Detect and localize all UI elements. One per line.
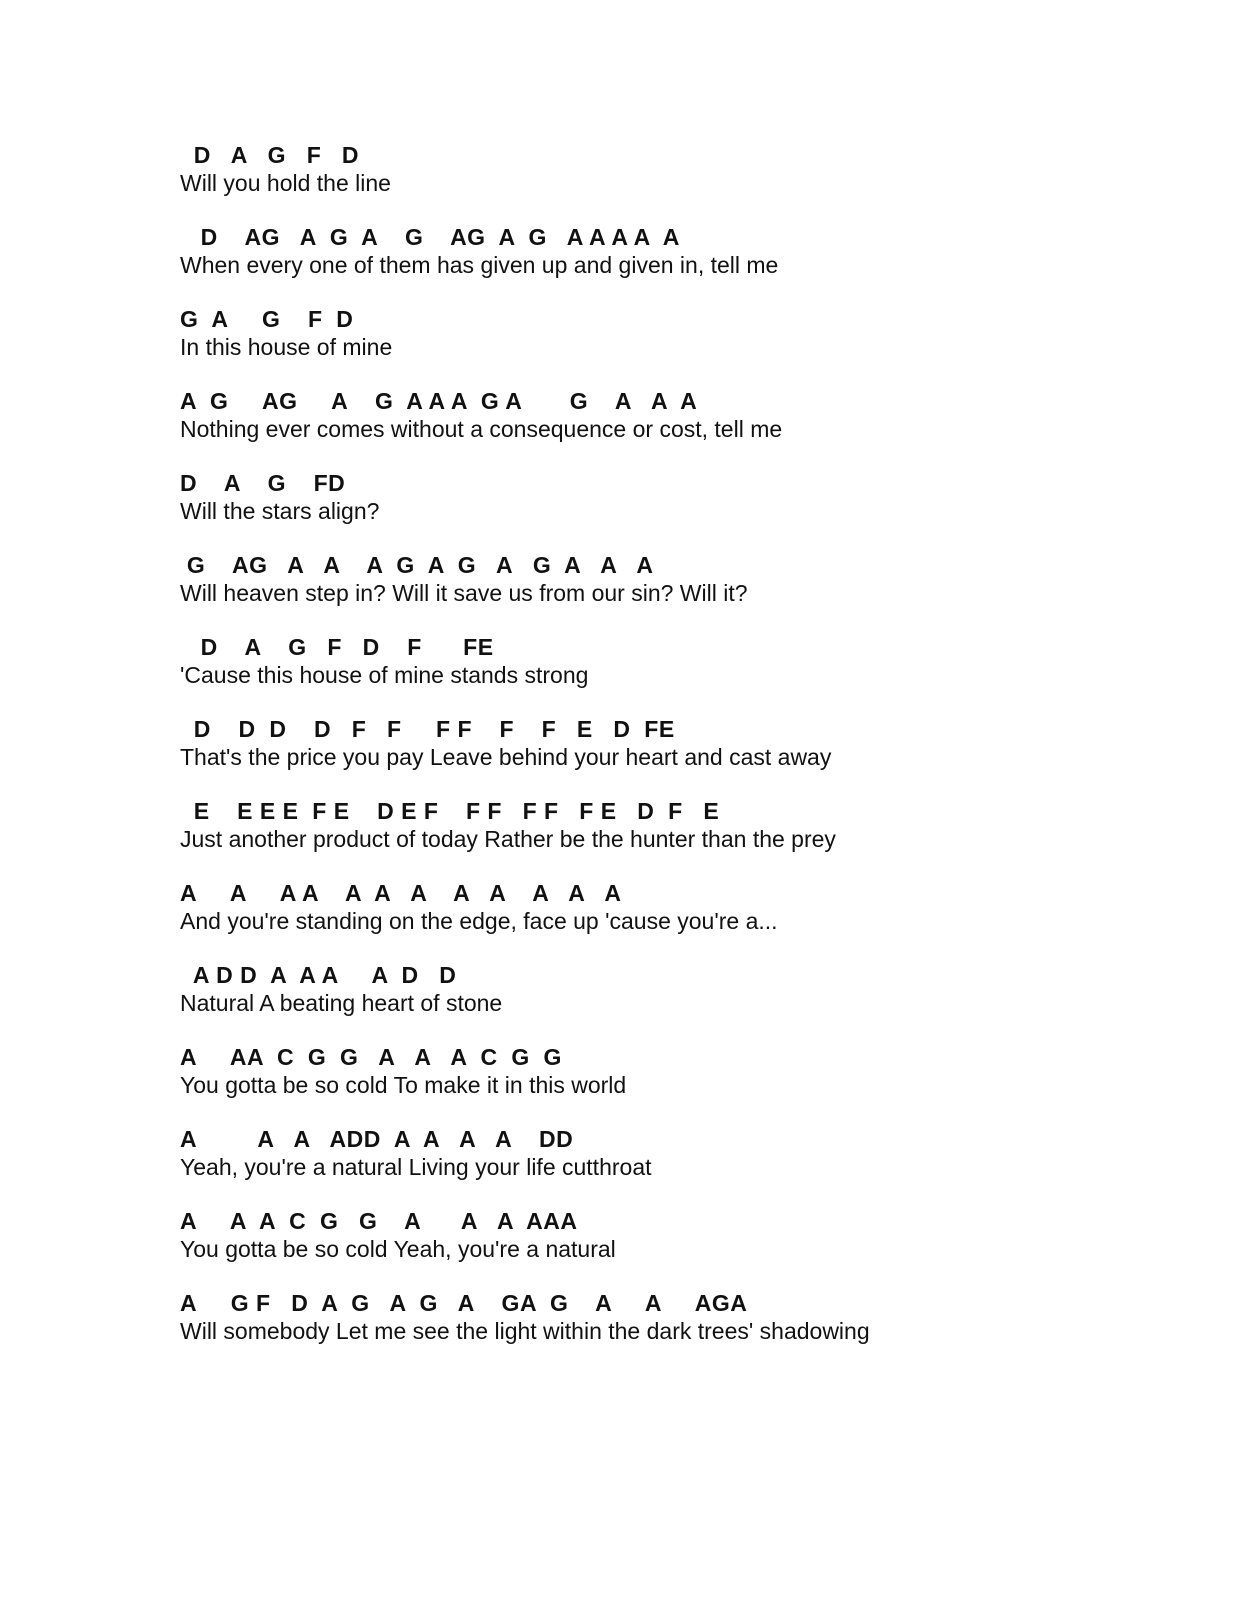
stanza-3 — [180, 304, 1180, 386]
lyric-line: And you're standing on the edge, face up 'cause you're a... — [180, 908, 778, 934]
lyric-line: Will somebody Let me see the light within the dark trees' shadowing — [180, 1318, 870, 1344]
notes-line: D AG A G A G AG A G A A A A A — [180, 224, 680, 250]
notes-line: A G F D A G A G A GA G A A AGA — [180, 1290, 748, 1316]
stanza-8 — [180, 714, 1180, 796]
stanza-4 — [180, 386, 1180, 468]
lyric-line: You gotta be so cold Yeah, you're a natural — [180, 1236, 616, 1262]
notes-line: A AA C G G A A A C G G — [180, 1044, 562, 1070]
lyric-line: 'Cause this house of mine stands strong — [180, 662, 589, 688]
stanza-6 — [180, 550, 1180, 632]
lyric-line: Just another product of today Rather be the hunter than the prey — [180, 826, 836, 852]
notes-line: D A G F D F FE — [180, 634, 494, 660]
stanza-9 — [180, 796, 1180, 878]
stanza-10 — [180, 878, 1180, 960]
lyric-line: Natural A beating heart of stone — [180, 990, 503, 1016]
lyric-line: In this house of mine — [180, 334, 393, 360]
notes-line: A D D A A A A D D — [180, 962, 457, 988]
lyric-line: Will the stars align? — [180, 498, 380, 524]
notes-line: A A A ADD A A A A DD — [180, 1126, 574, 1152]
lyric-line: When every one of them has given up and given in, tell me — [180, 252, 779, 278]
stanza-2 — [180, 222, 1180, 304]
lyric-line: You gotta be so cold To make it in this world — [180, 1072, 627, 1098]
stanza-14 — [180, 1206, 1180, 1288]
stanza-11 — [180, 960, 1180, 1042]
stanza-1 — [180, 140, 1180, 222]
stanza-15 — [180, 1288, 1180, 1370]
notes-line: G AG A A A G A G A G A A A — [180, 552, 654, 578]
notes-line: D A G F D — [180, 142, 360, 168]
notes-line: A G AG A G A A A G A G A A A — [180, 388, 698, 414]
stanza-12 — [180, 1042, 1180, 1124]
song-sheet — [180, 140, 1180, 1370]
notes-line: D A G FD — [180, 470, 346, 496]
notes-line: A A A C G G A A A AAA — [180, 1208, 578, 1234]
stanza-5 — [180, 468, 1180, 550]
stanza-7 — [180, 632, 1180, 714]
notes-line: G A G F D — [180, 306, 354, 332]
lyric-line: Will you hold the line — [180, 170, 391, 196]
lyric-line: Yeah, you're a natural Living your life cutthroat — [180, 1154, 652, 1180]
notes-line: D D D D F F F F F F E D FE — [180, 716, 675, 742]
notes-line: A A A A A A A A A A A A — [180, 880, 622, 906]
lyric-line: That's the price you pay Leave behind your heart and cast away — [180, 744, 832, 770]
lyric-line: Nothing ever comes without a consequence or cost, tell me — [180, 416, 783, 442]
stanza-13 — [180, 1124, 1180, 1206]
notes-line: E E E E F E D E F F F F F F E D F E — [180, 798, 720, 824]
lyric-line: Will heaven step in? Will it save us from our sin? Will it? — [180, 580, 748, 606]
